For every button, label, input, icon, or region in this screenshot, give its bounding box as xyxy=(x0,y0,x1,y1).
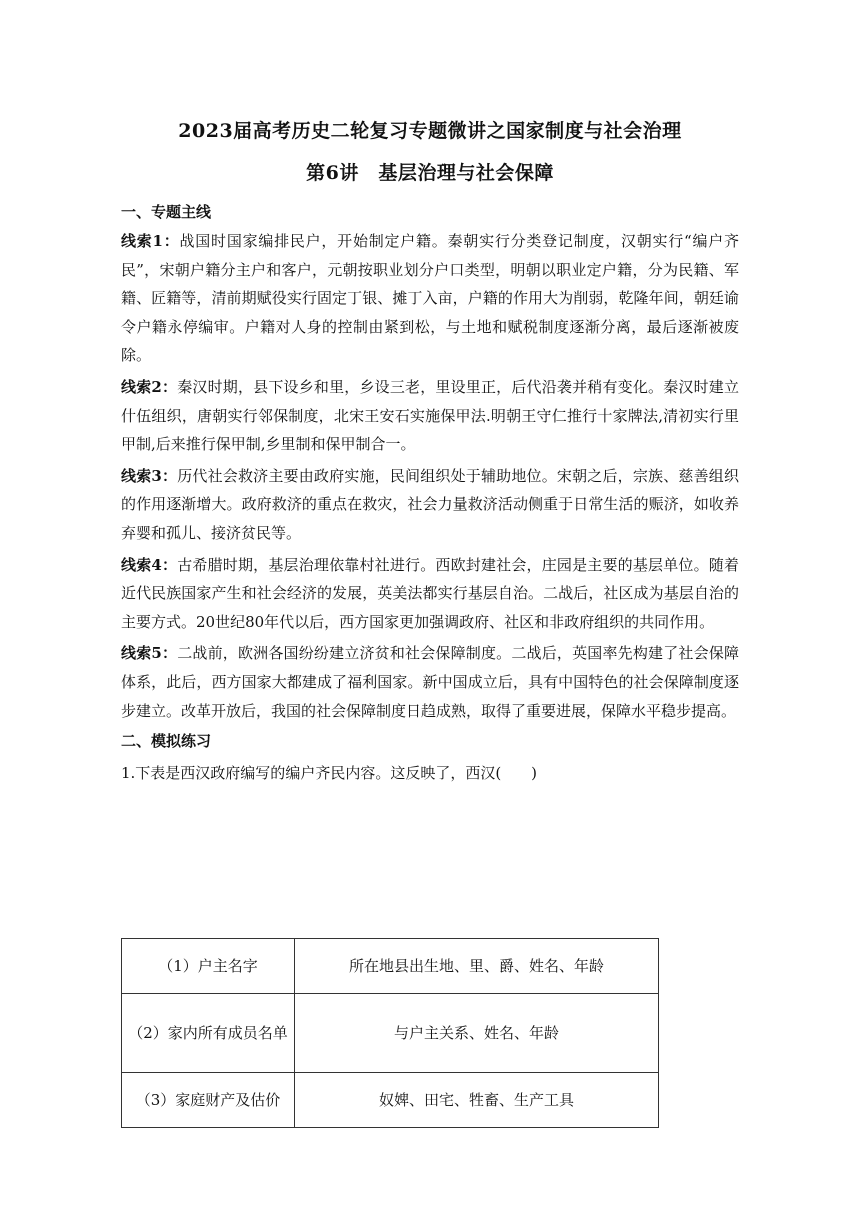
table-cell-content: 奴婢、田宅、牲畜、生产工具 xyxy=(295,1073,659,1128)
clue-paragraph-5 xyxy=(121,639,739,725)
table-cell-item: （2）家内所有成员名单 xyxy=(122,994,295,1073)
household-registry-table xyxy=(121,938,659,1128)
clue-label: 线索5： xyxy=(121,644,178,663)
table-row xyxy=(122,994,659,1073)
clue-label: 线索3： xyxy=(121,466,178,485)
section-heading-main-line: 一、专题主线 xyxy=(121,203,212,221)
clue-paragraph-2 xyxy=(121,373,739,459)
lecture-subtitle: 第6讲 基层治理与社会保障 xyxy=(306,162,554,184)
clue-text: 古希腊时期，基层治理依靠村社进行。西欧封建社会，庄园是主要的基层单位。随着近代民族国家产生和社会经济的发展，英美法都实行基层自治。二战后，社区成为基层自治的主要方式。20世纪80年代以后，西方国家更加强调政府、社区和非政府组织的共同作用。 xyxy=(121,555,739,631)
clue-label: 线索1： xyxy=(121,232,180,250)
document-body xyxy=(121,200,739,785)
clue-label: 线索2： xyxy=(121,377,178,396)
clue-text: 秦汉时期，县下设乡和里，乡设三老，里设里正，后代沿袭并稍有变化。秦汉时建立什伍组织，唐朝实行邻保制度，北宋王安石实施保甲法.明朝王守仁推行十家牌法,清初实行里甲制,后来推行保甲制,乡里制和保甲制合一。 xyxy=(121,377,739,454)
document-title: 2023届高考历史二轮复习专题微讲之国家制度与社会治理 xyxy=(178,120,682,142)
table-cell-content: 与户主关系、姓名、年龄 xyxy=(295,994,659,1073)
clue-paragraph-4 xyxy=(121,551,739,637)
clue-text: 历代社会救济主要由政府实施，民间组织处于辅助地位。宋朝之后，宗族、慈善组织的作用逐渐增大。政府救济的重点在救灾，社会力量救济活动侧重于日常生活的赈济，如收养弃婴和孤儿、接济贫民等。 xyxy=(121,466,739,542)
clue-paragraph-1 xyxy=(121,227,739,370)
table-cell-item: （1）户主名字 xyxy=(122,939,295,994)
table-cell-item: （3）家庭财产及估价 xyxy=(122,1073,295,1128)
table-row xyxy=(122,1073,659,1128)
table-cell-content: 所在地县出生地、里、爵、姓名、年龄 xyxy=(295,939,659,994)
table-row xyxy=(122,939,659,994)
clue-text: 二战前，欧洲各国纷纷建立济贫和社会保障制度。二战后，英国率先构建了社会保障体系，此后，西方国家大都建成了福利国家。新中国成立后，具有中国特色的社会保障制度逐步建立。改革开放后，我国的社会保障制度日趋成熟，取得了重要进展，保障水平稳步提高。 xyxy=(121,644,739,720)
clue-text: 战国时国家编排民户，开始制定户籍。秦朝实行分类登记制度，汉朝实行“编户齐民”，宋朝户籍分主户和客户，元朝按职业划分户口类型，明朝以职业定户籍，分为民籍、军籍、匠籍等，清前期赋役实行固定丁银、摊丁入亩，户籍的作用大为削弱，乾隆年间，朝廷谕令户籍永停编审。户籍对人身的控制由紧到松，与土地和赋税制度逐渐分离，最后逐渐被废除。 xyxy=(121,232,739,365)
clue-paragraph-3 xyxy=(121,462,739,548)
question-1: 1.下表是西汉政府编写的编户齐民内容。这反映了，西汉( ) xyxy=(121,764,538,783)
section-heading-practice: 二、模拟练习 xyxy=(121,732,212,751)
clue-label: 线索4： xyxy=(121,555,178,574)
